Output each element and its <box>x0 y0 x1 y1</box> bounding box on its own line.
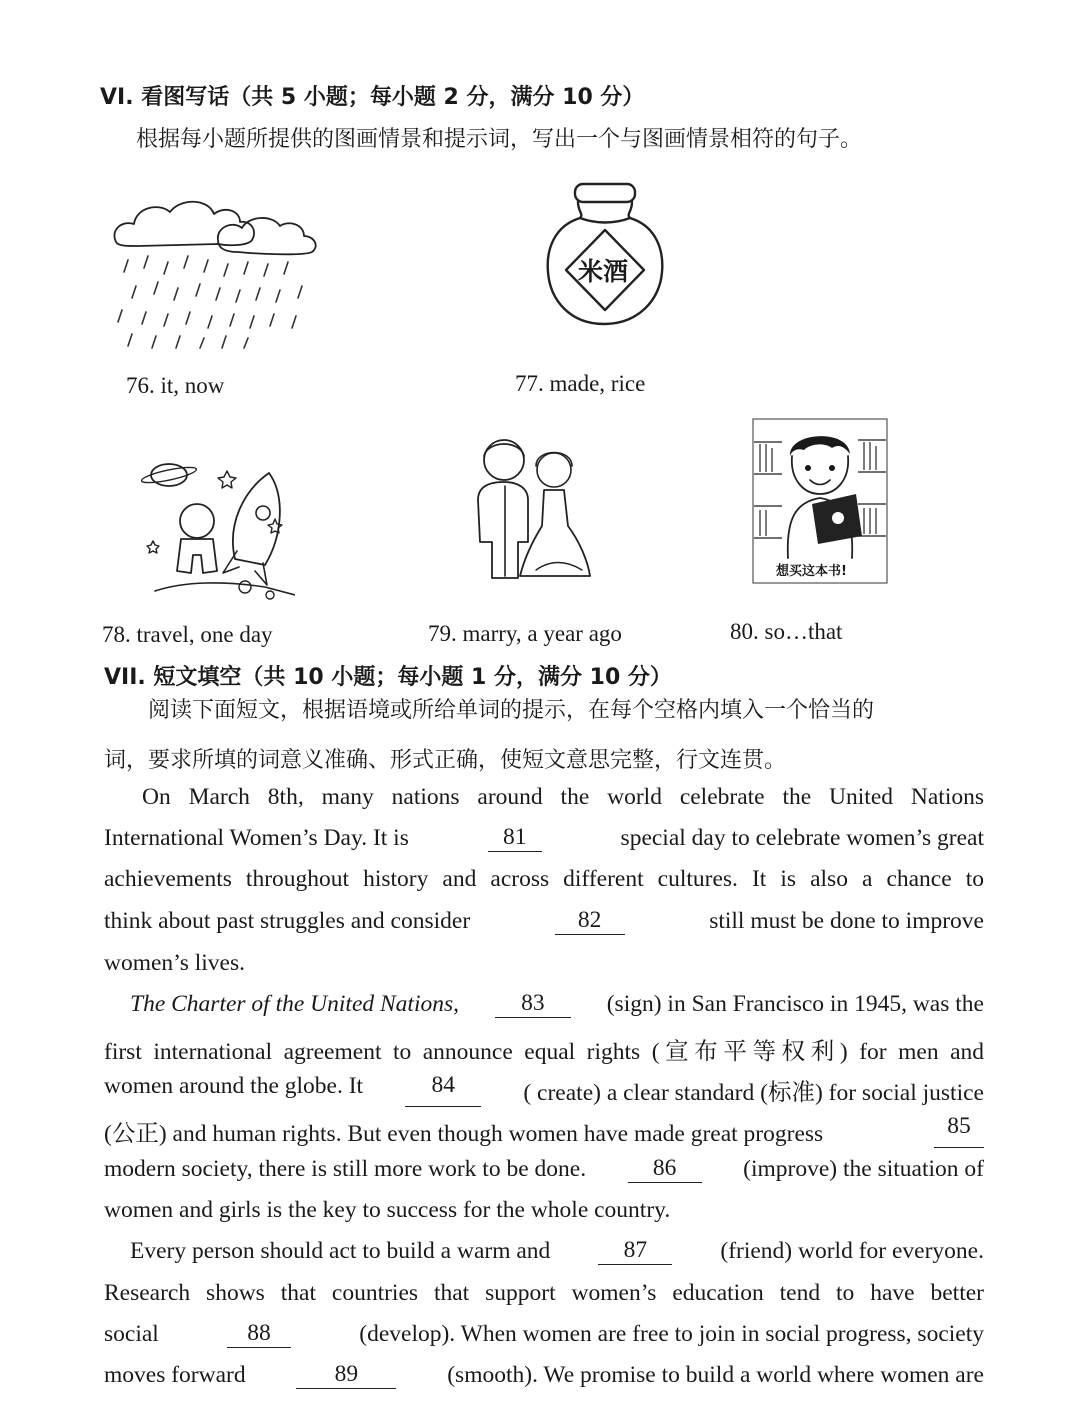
passage-line-8: women around the globe. It 84 ( create) a clear standard (标准) for social justice <box>104 1072 984 1106</box>
passage-line-10: modern society, there is still more work to be done. 86 (improve) the situation of <box>104 1155 984 1182</box>
jar-label: 米酒 <box>578 257 629 286</box>
blank-85[interactable]: 85 <box>934 1114 984 1148</box>
boy-reading-book-icon <box>752 418 888 584</box>
blank-84[interactable]: 84 <box>405 1073 481 1107</box>
passage-line-5: women’s lives. <box>104 950 245 976</box>
blank-82[interactable]: 82 <box>555 908 625 935</box>
passage-line-11: women and girls is the key to success for the whole country. <box>104 1197 671 1223</box>
passage-line-12: Every person should act to build a warm and 87 (friend) world for everyone. <box>130 1237 984 1264</box>
blank-81[interactable]: 81 <box>488 825 542 852</box>
section-6-instruction: 根据每小题所提供的图画情景和提示词，写出一个与图画情景相符的句子。 <box>136 127 863 152</box>
passage-line-13: Research shows that countries that support women’s education tend to have better <box>104 1280 984 1306</box>
section-7-title: VII. 短文填空（共 10 小题；每小题 1 分，满分 10 分） <box>104 665 672 690</box>
passage-line-14: social 88 (develop). When women are free to join in social progress, society <box>104 1320 984 1347</box>
passage-line-4: think about past struggles and consider 82 still must be done to improve <box>104 907 984 934</box>
book-speech-label: 想买这本书! <box>776 564 847 579</box>
wedding-couple-icon <box>470 430 600 585</box>
charter-title: The Charter of the United Nations <box>130 991 454 1017</box>
blank-88[interactable]: 88 <box>227 1321 291 1348</box>
caption-78: 78. travel, one day <box>102 622 273 647</box>
passage-line-6: The Charter of the United Nations, 83 (sign) in San Francisco in 1945, was the <box>130 990 984 1017</box>
rain-cloud-icon <box>108 190 323 350</box>
caption-79: 79. marry, a year ago <box>428 621 622 646</box>
blank-83[interactable]: 83 <box>495 991 571 1018</box>
caption-76: 76. it, now <box>126 373 225 398</box>
section-7-instruction-1: 阅读下面短文，根据语境或所给单词的提示，在每个空格内填入一个恰当的 <box>148 698 875 723</box>
rice-wine-jar-icon <box>540 180 670 330</box>
passage-line-2: International Women’s Day. It is 81 special day to celebrate women’s great <box>104 824 984 851</box>
astronaut-rocket-icon <box>135 455 295 605</box>
blank-86[interactable]: 86 <box>628 1156 702 1183</box>
passage-line-1: On March 8th, many nations around the world celebrate the United Nations <box>142 784 984 810</box>
passage-line-15: moves forward 89 (smooth). We promise to build a world where women are <box>104 1361 984 1388</box>
passage-line-3: achievements throughout history and across different cultures. It is also a chance to <box>104 866 984 892</box>
caption-80: 80. so…that <box>730 619 843 644</box>
blank-87[interactable]: 87 <box>598 1238 672 1265</box>
section-6-title: VI. 看图写话（共 5 小题；每小题 2 分，满分 10 分） <box>100 85 645 110</box>
caption-77: 77. made, rice <box>515 371 646 396</box>
blank-89[interactable]: 89 <box>296 1362 396 1389</box>
section-7-instruction-2: 词，要求所填的词意义准确、形式正确，使短文意思完整，行文连贯。 <box>104 748 787 773</box>
passage-line-9: (公正) and human rights. But even though women have made great progress 85 <box>104 1114 984 1148</box>
passage-line-7: first international agreement to announce equal rights (宣布平等权利) for men and <box>104 1039 984 1065</box>
